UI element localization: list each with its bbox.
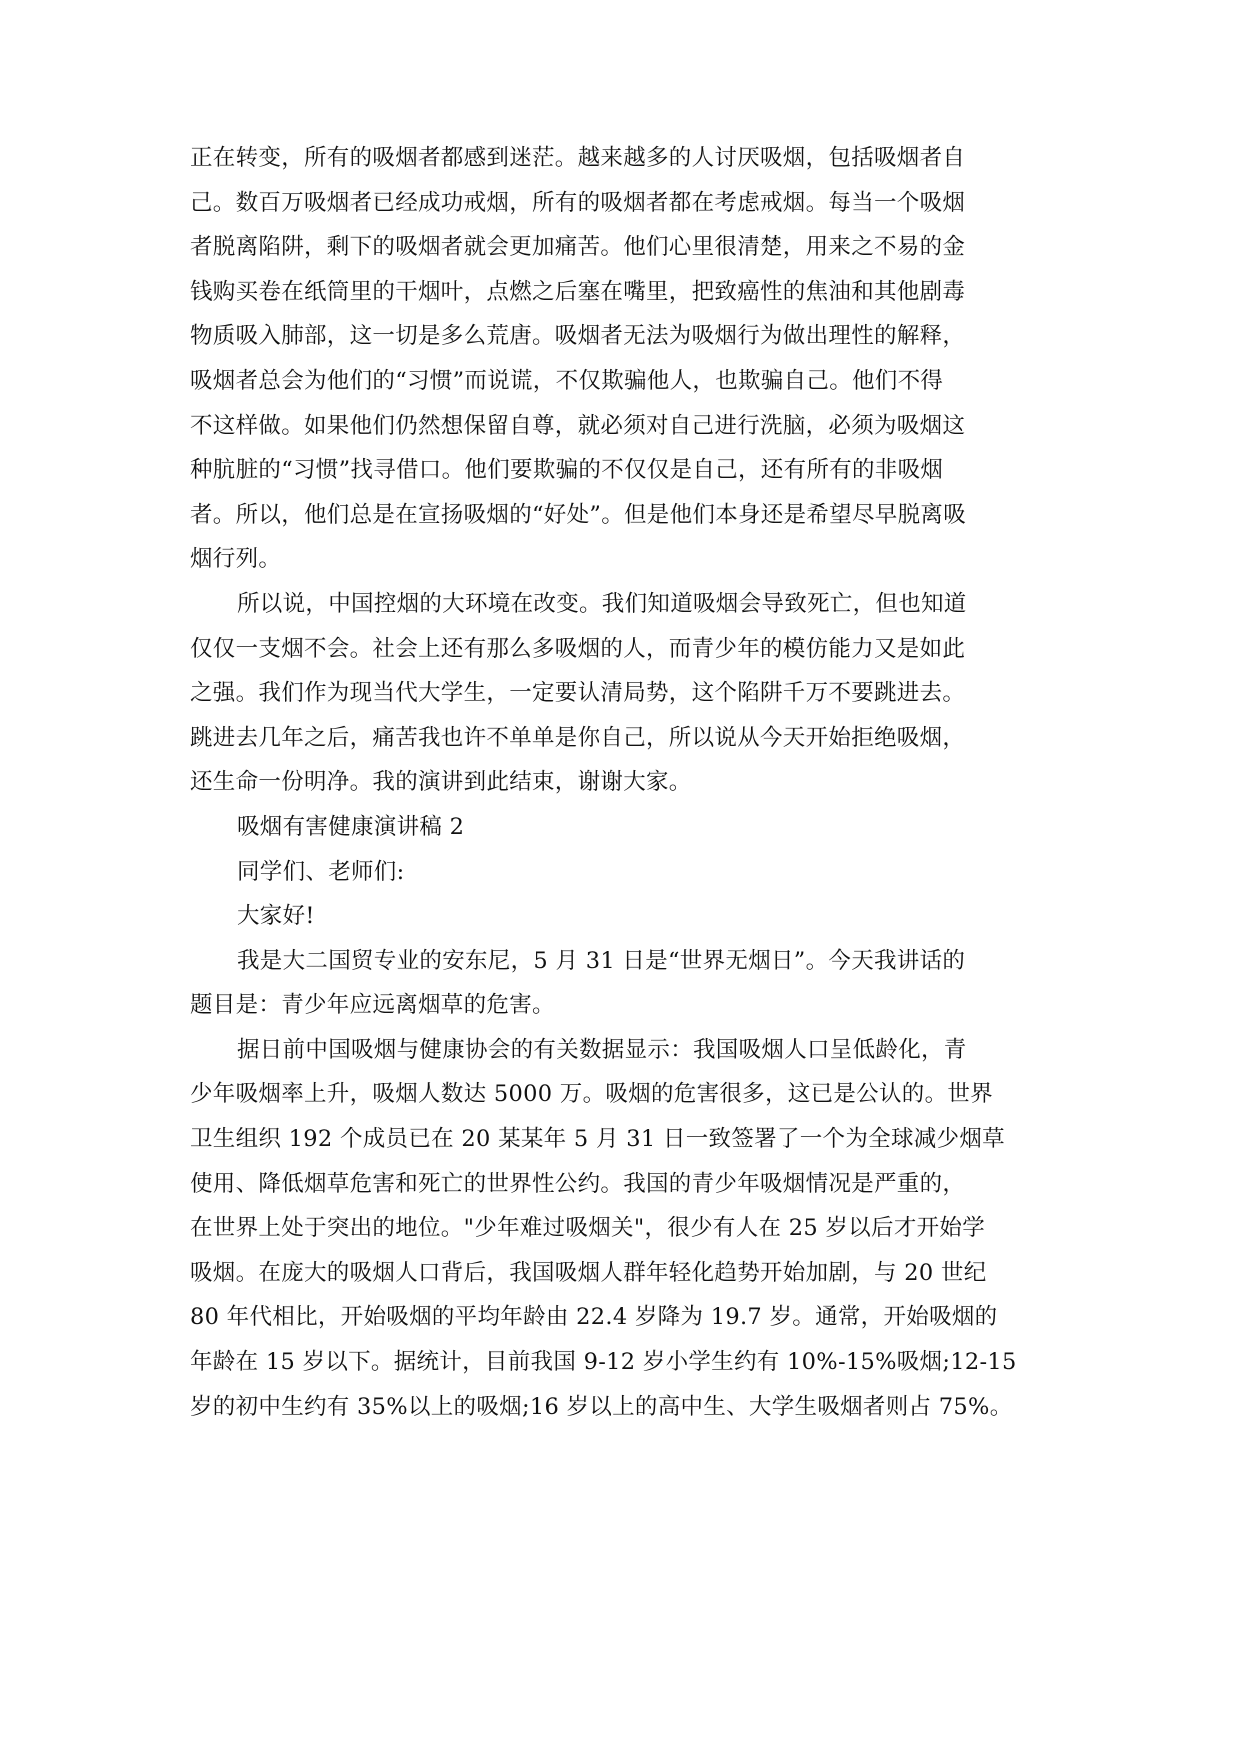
text-line: 钱购买卷在纸筒里的干烟叶，点燃之后塞在嘴里，把致癌性的焦油和其他剧毒: [190, 278, 966, 305]
text-line: 少年吸烟率上升，吸烟人数达 5000 万。吸烟的危害很多，这已是公认的。世界: [190, 1081, 993, 1108]
text-line: 80 年代相比，开始吸烟的平均年龄由 22.4 岁降为 19.7 岁。通常，开始吸烟的: [190, 1304, 998, 1331]
text-line: 使用、降低烟草危害和死亡的世界性公约。我国的青少年吸烟情况是严重的，: [190, 1170, 966, 1197]
text-line: 己。数百万吸烟者已经成功戒烟，所有的吸烟者都在考虑戒烟。每当一个吸烟: [190, 189, 966, 216]
text-line: 仅仅一支烟不会。社会上还有那么多吸烟的人，而青少年的模仿能力又是如此: [190, 635, 966, 662]
text-line: 者脱离陷阱，剩下的吸烟者就会更加痛苦。他们心里很清楚，用来之不易的金: [190, 234, 966, 261]
text-line: 还生命一份明净。我的演讲到此结束，谢谢大家。: [190, 769, 692, 796]
text-line: 题目是：青少年应远离烟草的危害。: [190, 992, 555, 1019]
text-line: 吸烟有害健康演讲稿 2: [237, 813, 465, 840]
text-line: 在世界上处于突出的地位。"少年难过吸烟关"，很少有人在 25 岁以后才开始学: [190, 1215, 986, 1242]
text-line: 我是大二国贸专业的安东尼，5 月 31 日是“世界无烟日”。今天我讲话的: [237, 947, 966, 974]
text-line: 烟行列。: [190, 546, 282, 573]
text-line: 岁的初中生约有 35%以上的吸烟;16 岁以上的高中生、大学生吸烟者则占 75%。: [190, 1393, 1013, 1420]
text-line: 不这样做。如果他们仍然想保留自尊，就必须对自己进行洗脑，必须为吸烟这: [190, 412, 966, 439]
text-line: 所以说，中国控烟的大环境在改变。我们知道吸烟会导致死亡，但也知道: [237, 590, 967, 617]
text-line: 物质吸入肺部，这一切是多么荒唐。吸烟者无法为吸烟行为做出理性的解释，: [190, 323, 966, 350]
text-line: 卫生组织 192 个成员已在 20 某某年 5 月 31 日一致签署了一个为全球减少烟草: [190, 1126, 1005, 1153]
text-line: 跳进去几年之后，痛苦我也许不单单是你自己，所以说从今天开始拒绝吸烟，: [190, 724, 966, 751]
text-line: 吸烟。在庞大的吸烟人口背后，我国吸烟人群年轻化趋势开始加剧，与 20 世纪: [190, 1259, 987, 1286]
text-line: 者。所以，他们总是在宣扬吸烟的“好处”。但是他们本身还是希望尽早脱离吸: [190, 501, 967, 528]
text-line: 同学们、老师们:: [237, 858, 405, 885]
text-line: 据日前中国吸烟与健康协会的有关数据显示：我国吸烟人口呈低龄化，青: [237, 1036, 967, 1063]
text-line: 种肮脏的“习惯”找寻借口。他们要欺骗的不仅仅是自己，还有所有的非吸烟: [190, 457, 944, 484]
document-body: [190, 136, 1060, 1429]
text-line: 正在转变，所有的吸烟者都感到迷茫。越来越多的人讨厌吸烟，包括吸烟者自: [190, 145, 966, 171]
text-line: 年龄在 15 岁以下。据统计，目前我国 9-12 岁小学生约有 10%-15%吸烟;12-15: [190, 1349, 1017, 1376]
text-line: 吸烟者总会为他们的“习惯”而说谎，不仅欺骗他人，也欺骗自己。他们不得: [190, 367, 944, 394]
text-line: 之强。我们作为现当代大学生，一定要认清局势，这个陷阱千万不要跳进去。: [190, 680, 966, 707]
text-line: 大家好!: [237, 903, 315, 930]
